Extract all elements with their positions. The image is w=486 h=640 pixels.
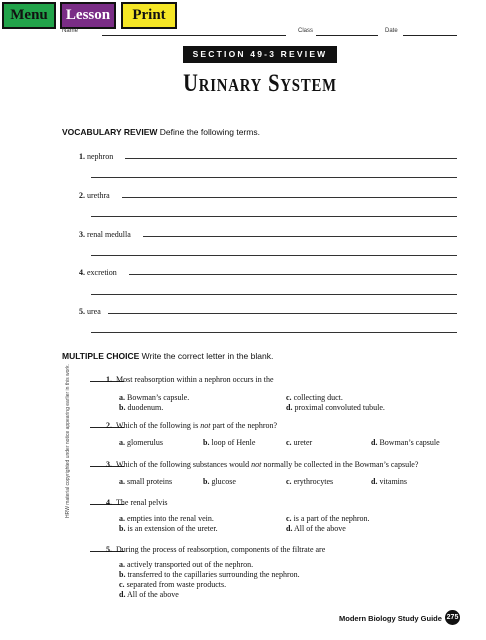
vocab-num: 4. <box>79 268 85 277</box>
mc-instruction: Write the correct letter in the blank. <box>141 351 274 361</box>
option-a: a. empties into the renal vein. <box>119 514 214 523</box>
option-d: d. vitamins <box>371 477 408 486</box>
option-b: b. duodenum. <box>119 403 164 412</box>
option-a: a. small proteins <box>119 477 173 486</box>
answer-line[interactable] <box>108 313 457 314</box>
vocab-num: 1. <box>79 152 85 161</box>
question-text: Which of the following is not part of the nephron? <box>116 421 278 430</box>
section-label: SECTION 49-3 REVIEW <box>183 46 337 63</box>
vocab-num: 3. <box>79 230 85 239</box>
question-num: 5. <box>106 545 112 554</box>
vocab-heading-label: VOCABULARY REVIEW <box>62 127 158 137</box>
date-label: Date <box>385 28 398 34</box>
vocab-num: 2. <box>79 191 85 200</box>
question-text: The renal pelvis <box>116 498 168 507</box>
answer-line[interactable] <box>91 332 457 333</box>
vocab-num: 5. <box>79 307 85 316</box>
option-a: a. actively transported out of the nephron. <box>119 560 254 569</box>
option-b: b. transferred to the capillaries surrounding the nephron. <box>119 570 300 579</box>
page-title: Urinary System <box>183 70 337 97</box>
vocab-heading <box>62 127 260 137</box>
question-text: Most reabsorption within a nephron occurs in the <box>116 375 274 384</box>
option-b: b. is an extension of the ureter. <box>119 524 218 533</box>
answer-line[interactable] <box>125 158 457 159</box>
mc-heading-label: MULTIPLE CHOICE <box>62 351 140 361</box>
footer-title: Modern Biology Study Guide <box>339 614 442 623</box>
answer-line[interactable] <box>91 216 457 217</box>
vocab-instruction: Define the following terms. <box>159 127 260 137</box>
option-a: a. Bowman’s capsule. <box>119 393 190 402</box>
answer-line[interactable] <box>122 197 457 198</box>
option-c: c. ureter <box>286 438 313 447</box>
option-c: c. separated from waste products. <box>119 580 227 589</box>
option-c: c. is a part of the nephron. <box>286 514 370 523</box>
answer-line[interactable] <box>91 294 457 295</box>
vocab-term: excretion <box>87 268 117 277</box>
vocab-term: renal medulla <box>87 230 131 239</box>
option-a: a. glomerulus <box>119 438 163 447</box>
name-label: Name <box>62 28 79 34</box>
vocab-term: nephron <box>87 152 114 161</box>
menu-button[interactable]: Menu <box>2 2 56 29</box>
answer-line[interactable] <box>91 177 457 178</box>
question-num: 2. <box>106 421 112 430</box>
vocab-term: urea <box>87 307 101 316</box>
page-number: 275 <box>445 610 460 625</box>
class-label: Class <box>298 28 314 34</box>
question-text: Which of the following substances would not normally be collected in the Bowman’s capsule? <box>116 460 419 469</box>
option-b: b. glucose <box>203 477 236 486</box>
answer-line[interactable] <box>143 236 457 237</box>
option-d: d. All of the above <box>286 524 346 533</box>
option-d: d. proximal convoluted tubule. <box>286 403 385 412</box>
question-num: 1. <box>106 375 112 384</box>
print-button[interactable]: Print <box>121 2 177 29</box>
class-field-line <box>316 35 378 36</box>
question-num: 4. <box>106 498 112 507</box>
option-b: b. loop of Henle <box>203 438 256 447</box>
copyright-side-note: HRW material copyrighted under notice appearing earlier in this work. <box>65 364 71 518</box>
answer-line[interactable] <box>91 255 457 256</box>
question-num: 3. <box>106 460 112 469</box>
question-text: During the process of reabsorption, components of the filtrate are <box>116 545 326 554</box>
option-c: c. erythrocytes <box>286 477 334 486</box>
mc-heading <box>62 351 273 361</box>
date-field-line <box>403 35 457 36</box>
name-field-line <box>102 35 286 36</box>
lesson-button[interactable]: Lesson <box>60 2 116 29</box>
option-d: d. Bowman’s capsule <box>371 438 440 447</box>
option-d: d. All of the above <box>119 590 179 599</box>
answer-line[interactable] <box>129 274 457 275</box>
vocab-term: urethra <box>87 191 110 200</box>
option-c: c. collecting duct. <box>286 393 343 402</box>
